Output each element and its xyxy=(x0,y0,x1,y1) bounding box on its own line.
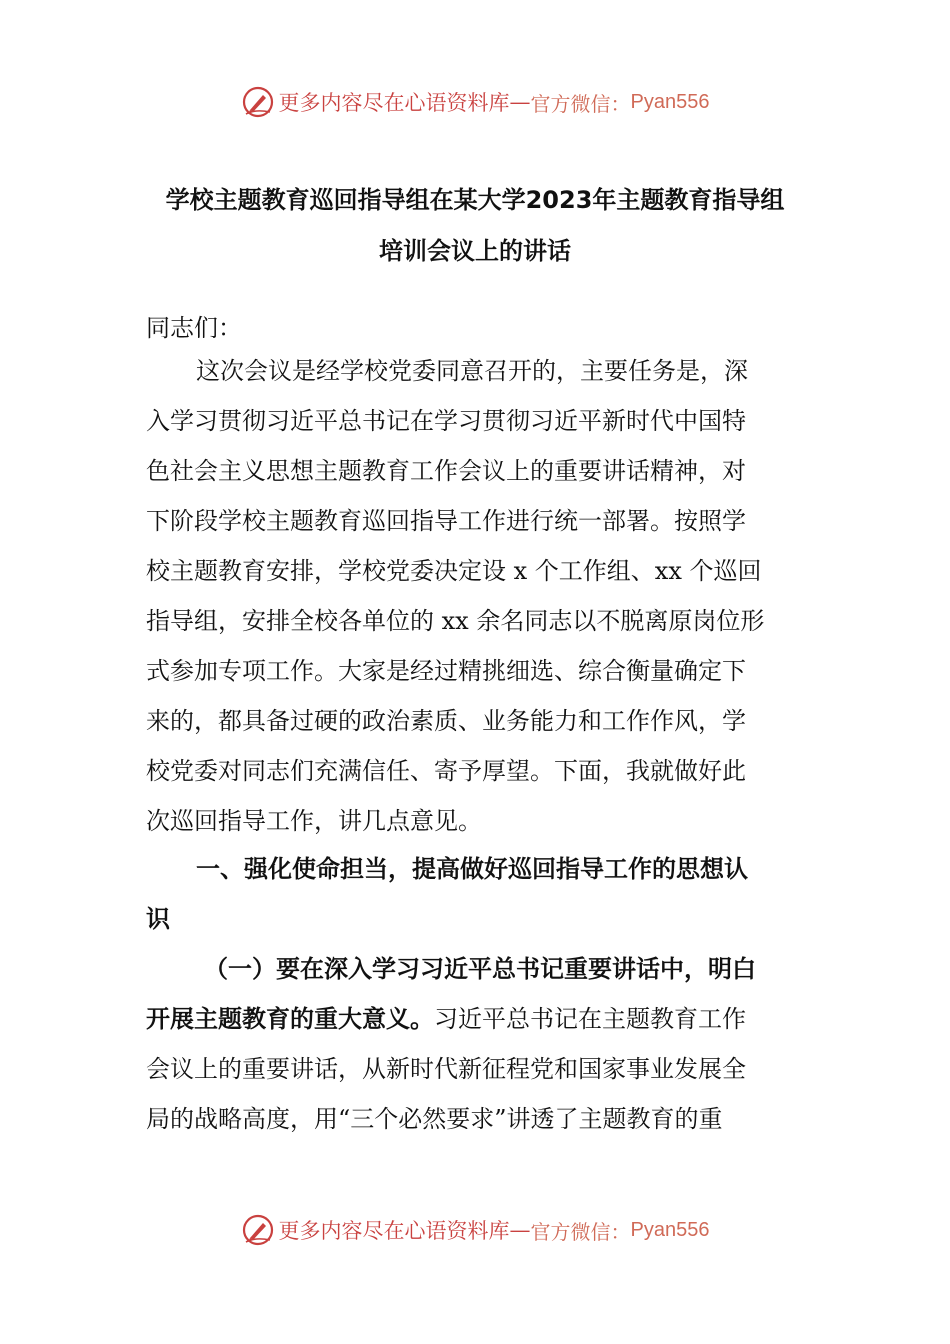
pen-logo-icon xyxy=(241,1213,275,1247)
subheading-lead-line: （一）要在深入学习习近平总书记重要讲话中，明白 xyxy=(204,955,756,983)
paragraph-1 xyxy=(146,346,826,846)
paragraph-line: 来的，都具备过硬的政治素质、业务能力和工作作风，学 xyxy=(146,707,746,735)
paragraph-line: 局的战略高度，用“三个必然要求”讲透了主题教育的重 xyxy=(146,1105,723,1133)
paragraph-line: 下阶段学校主题教育巡回指导工作进行统一部署。按照学 xyxy=(146,507,746,535)
paragraph-line: 入学习贯彻习近平总书记在学习贯彻习近平新时代中国特 xyxy=(146,407,746,435)
banner-text: 更多内容尽在心语资料库 xyxy=(278,91,510,115)
banner-wechat-id: Pyan556 xyxy=(630,1218,710,1241)
paragraph-line: 这次会议是经学校党委同意召开的，主要任务是，深 xyxy=(196,357,748,385)
banner-text: 更多内容尽在心语资料库 xyxy=(278,1219,510,1243)
paragraph-line: 会议上的重要讲话，从新时代新征程党和国家事业发展全 xyxy=(146,1055,746,1083)
banner-wechat-id: Pyan556 xyxy=(630,90,710,113)
banner-wechat-label: 官方微信： xyxy=(530,1219,631,1244)
banner-wechat-label: 官方微信： xyxy=(530,91,631,116)
banner-separator: — xyxy=(509,90,531,114)
paragraph-line xyxy=(146,994,826,1044)
pen-logo-icon xyxy=(241,85,275,119)
paragraph-line: 校主题教育安排，学校党委决定设 x 个工作组、xx 个巡回 xyxy=(146,557,762,585)
paragraph-2 xyxy=(146,944,826,1144)
document-title-line-2: 培训会议上的讲话 xyxy=(379,237,571,265)
paragraph-line: 次巡回指导工作，讲几点意见。 xyxy=(146,807,482,835)
heading-line: 识 xyxy=(146,905,170,933)
header-banner xyxy=(0,82,950,122)
banner-separator: — xyxy=(509,1218,531,1242)
salutation: 同志们： xyxy=(146,314,242,342)
document-title-line-1: 学校主题教育巡回指导组在某大学2023年主题教育指导组 xyxy=(165,186,785,214)
paragraph-line: 指导组，安排全校各单位的 xx 余名同志以不脱离原岗位形 xyxy=(146,607,765,635)
section-heading-1 xyxy=(146,844,826,944)
paragraph-line: 式参加专项工作。大家是经过精挑细选、综合衡量确定下 xyxy=(146,657,746,685)
subheading-lead-end: 开展主题教育的重大意义。 xyxy=(146,1005,434,1033)
heading-line: 一、强化使命担当，提高做好巡回指导工作的思想认 xyxy=(196,855,748,883)
paragraph-line: 校党委对同志们充满信任、寄予厚望。下面，我就做好此 xyxy=(146,757,746,785)
footer-banner xyxy=(0,1210,950,1250)
paragraph-line: 色社会主义思想主题教育工作会议上的重要讲话精神，对 xyxy=(146,457,746,485)
paragraph-text: 习近平总书记在主题教育工作 xyxy=(434,1005,746,1033)
